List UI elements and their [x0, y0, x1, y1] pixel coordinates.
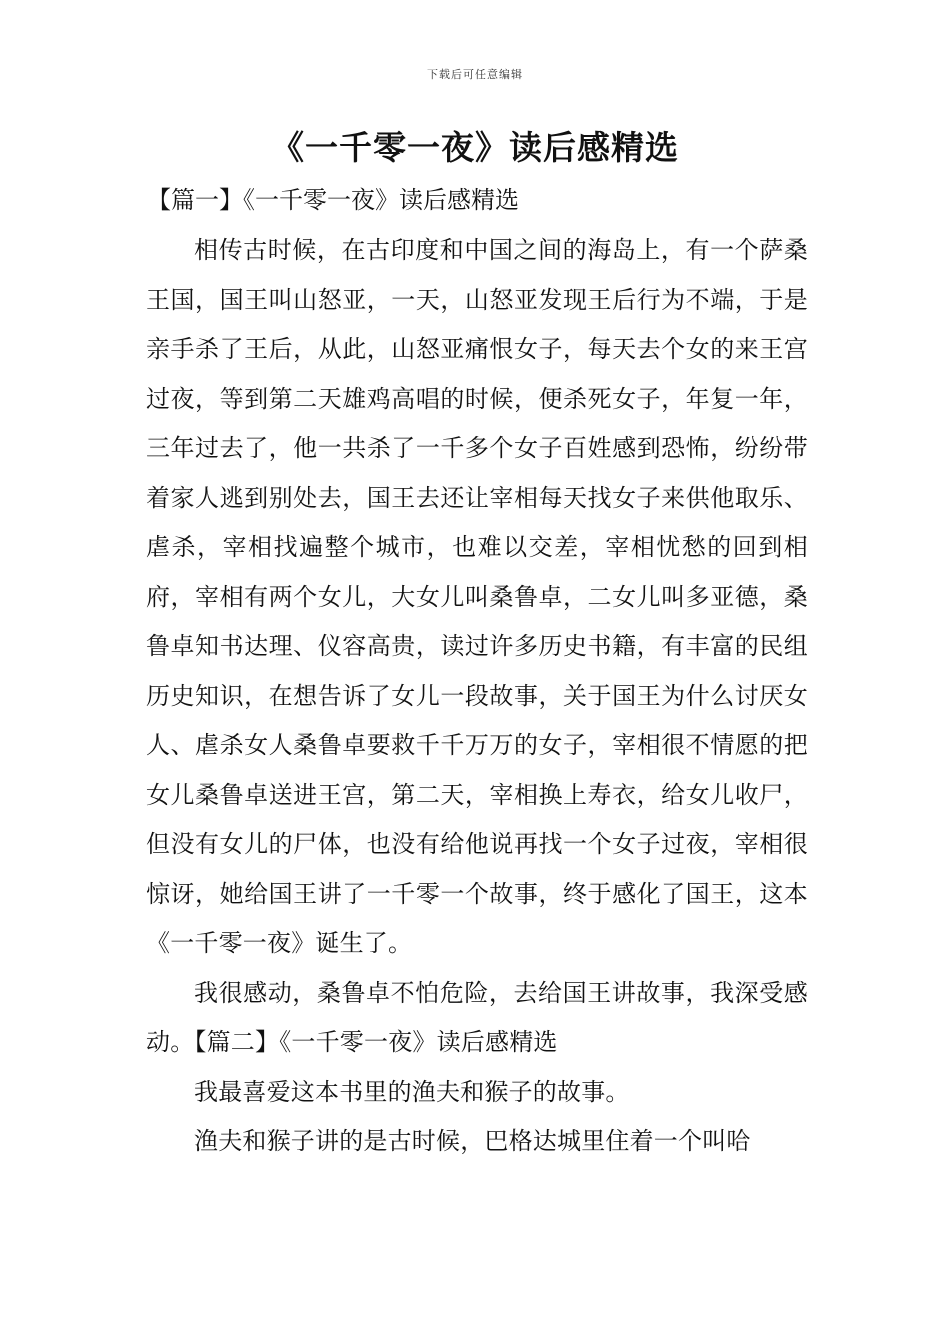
- section-heading: 【篇一】《一千零一夜》读后感精选: [147, 186, 519, 214]
- header-note: 下载后可任意编辑: [427, 68, 523, 81]
- document-title: 《一千零一夜》读后感精选: [271, 128, 679, 167]
- paragraph: 我很感动，桑鲁卓不怕危险，去给国王讲故事，我深受感动。【篇二】《一千零一夜》读后感精选: [146, 978, 808, 1056]
- paragraph: 渔夫和猴子讲的是古时候，巴格达城里住着一个叫哈: [194, 1127, 751, 1155]
- paragraph: 我最喜爱这本书里的渔夫和猴子的故事。: [194, 1077, 630, 1106]
- paragraph: 相传古时候，在古印度和中国之间的海岛上，有一个萨桑王国，国王叫山怒亚，一天，山怒亚发现王后行为不端，于是亲手杀了王后，从此，山怒亚痛恨女子，每天去个女的来王宫过夜，等到第二天雄鸡高唱的时候，便杀死女子，年复一年，三年过去了，他一共杀了一千多个女子百姓感到恐怖，纷纷带着家人逃到别处去，国王去还让宰相每天找女子来供他取乐、虐杀，宰相找遍整个城市，也难以交差，宰相忧愁的回到相府，宰相有两个女儿，大女儿叫桑鲁卓，二女儿叫多亚德，桑鲁卓知书达理、仪容高贵，读过许多历史书籍，有丰富的民组历史知识，在想告诉了女儿一段故事，关于国王为什么讨厌女人、虐杀女人桑鲁卓要救千千万万的女子，宰相很不情愿的把女儿桑鲁卓送进王宫，第二天，宰相换上寿衣，给女儿收尸，但没有女儿的尸体，也没有给他说再找一个女子过夜，宰相很惊讶，她给国王讲了一千零一个故事，终于感化了国王，这本《一千零一夜》诞生了。: [146, 236, 808, 957]
- body-text: [146, 226, 808, 1167]
